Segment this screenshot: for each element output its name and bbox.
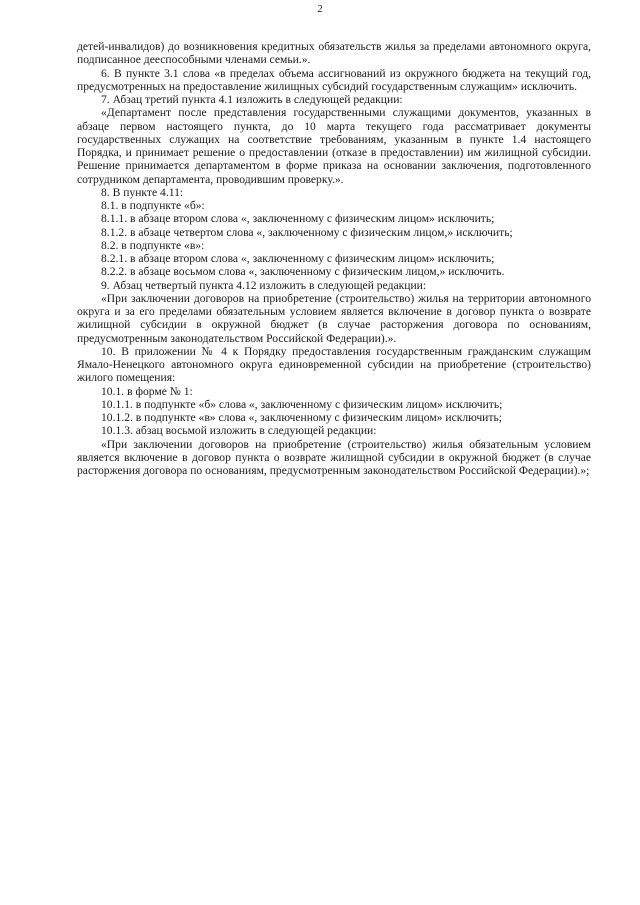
paragraph: 8.2. в подпункте «в»:	[101, 238, 205, 252]
paragraph: 8.2.2. в абзаце восьмом слова «, заключенному с физическим лицом,» исключить.	[101, 265, 505, 279]
paragraph: 8. В пункте 4.11:	[101, 185, 184, 199]
paragraph: 8.1.1. в абзаце втором слова «, заключенному с физическим лицом» исключить;	[101, 212, 495, 226]
paragraph: 10. В приложении № 4 к Порядку предоставления государственным гражданским служащим Ямало-Ненецкого автономного округа единовременной субсидии на приобретение (строительство) жилого помещения:	[77, 344, 591, 385]
paragraph: «При заключении договоров на приобретение (строительство) жилья обязательным условием является включение в договор пункта о возврате жилищной субсидии в окружной бюджет (в случае расторжения договора по основаниям, предусмотренным законодательством Российской Федерации).»;	[77, 437, 591, 477]
paragraph: 10.1. в форме № 1:	[101, 384, 193, 398]
paragraph: 7. Абзац третий пункта 4.1 изложить в следующей редакции:	[101, 93, 403, 106]
paragraph: 6. В пункте 3.1 слова «в пределах объема ассигнований из окружного бюджета на текущий год, предусмотренных на предоставление жилищных субсидий государственным служащим» исключить.	[77, 66, 591, 93]
paragraph: 10.1.2. в подпункте «в» слова «, заключенному с физическим лицом» исключить;	[101, 411, 502, 424]
paragraph: 9. Абзац четвертый пункта 4.12 изложить в следующей редакции:	[101, 278, 427, 292]
document-body	[77, 40, 591, 477]
paragraph: детей-инвалидов) до возникновения кредитных обязательств жилья за пределами автономного округа, подписанное дееспособными членами семьи.».	[77, 40, 591, 67]
paragraph: 8.1.2. в абзаце четвертом слова «, заключенному с физическим лицом,» исключить;	[101, 225, 513, 239]
paragraph: 8.1. в подпункте «б»:	[101, 199, 205, 212]
paragraph: «Департамент после представления государственными служащими документов, указанных в абзаце первом настоящего пункта, до 10 марта текущего года рассматривает документы государственных служащих на соответствие требованиям, указанным в пункте 1.4 настоящего Порядка, и принимает решение о предоставлении (отказе в предоставлении) им жилищной субсидии. Решение принимается департаментом в форме приказа на основании заключения, подготовленного сотрудником департамента, проводившим проверку.».	[77, 106, 591, 186]
paragraph: 10.1.3. абзац восьмой изложить в следующей редакции:	[101, 424, 377, 438]
paragraph: «При заключении договоров на приобретение (строительство) жилья на территории автономного округа и за его пределами обязательным условием является включение в договор пункта о возврате жилищной субсидии в окружной бюджет (в случае расторжения договора по основаниям, предусмотренным законодательством Российской Федерации).».	[77, 291, 591, 345]
paragraph: 10.1.1. в подпункте «б» слова «, заключенному с физическим лицом» исключить;	[101, 397, 503, 411]
page-number: 2	[317, 3, 323, 15]
paragraph: 8.2.1. в абзаце втором слова «, заключенному с физическим лицом» исключить;	[101, 252, 495, 265]
